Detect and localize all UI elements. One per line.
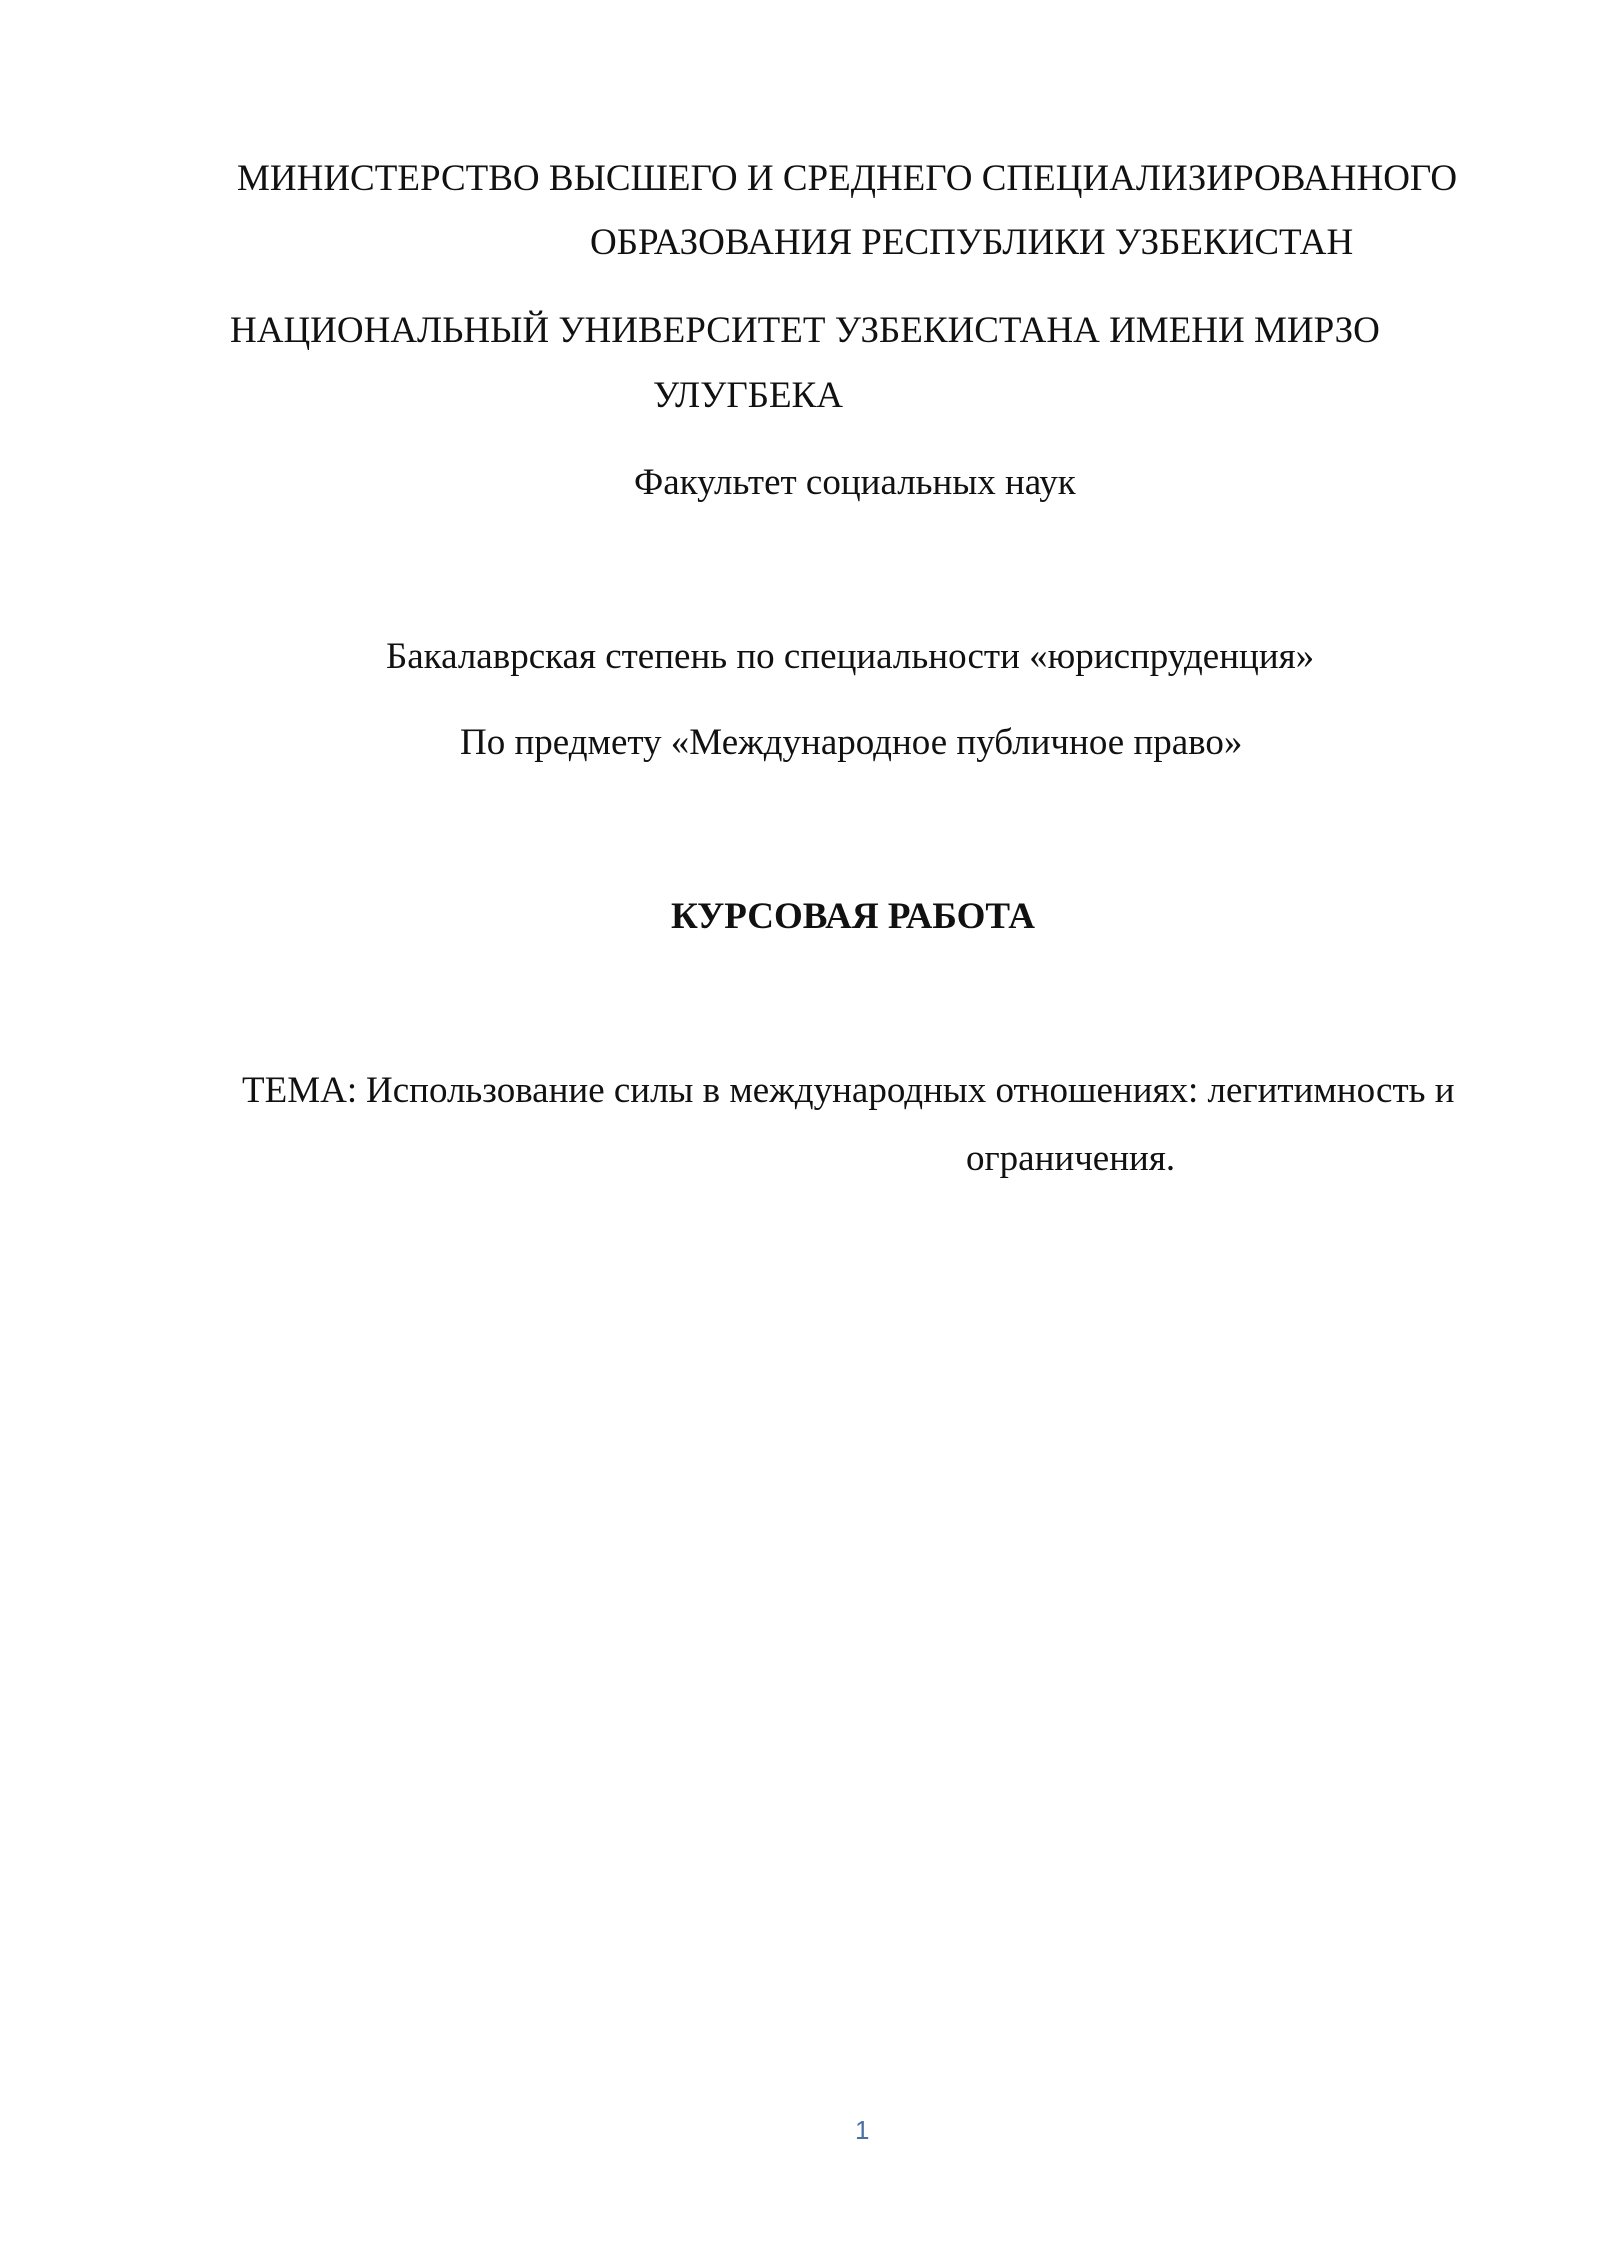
topic-label: ТЕМА: bbox=[242, 1070, 358, 1111]
university-line-1: НАЦИОНАЛЬНЫЙ УНИВЕРСИТЕТ УЗБЕКИСТАНА ИМЕНИ МИРЗО bbox=[230, 310, 1380, 351]
ministry-line-1: МИНИСТЕРСТВО ВЫСШЕГО И СРЕДНЕГО СПЕЦИАЛИЗИРОВАННОГО bbox=[237, 158, 1458, 199]
university-line-2: УЛУГБЕКА bbox=[653, 375, 843, 416]
degree-line: Бакалаврская степень по специальности «юриспруденция» bbox=[386, 636, 1315, 677]
subject-line: По предмету «Международное публичное право» bbox=[460, 722, 1243, 763]
work-type-title: КУРСОВАЯ РАБОТА bbox=[671, 896, 1035, 937]
page-number: 1 bbox=[855, 2115, 870, 2145]
ministry-line-2: ОБРАЗОВАНИЯ РЕСПУБЛИКИ УЗБЕКИСТАН bbox=[590, 222, 1354, 263]
topic-line-1: Использование силы в международных отношениях: легитимность и bbox=[366, 1070, 1455, 1111]
topic-line-2: ограничения. bbox=[966, 1138, 1176, 1179]
faculty-name: Факультет социальных наук bbox=[634, 462, 1076, 503]
